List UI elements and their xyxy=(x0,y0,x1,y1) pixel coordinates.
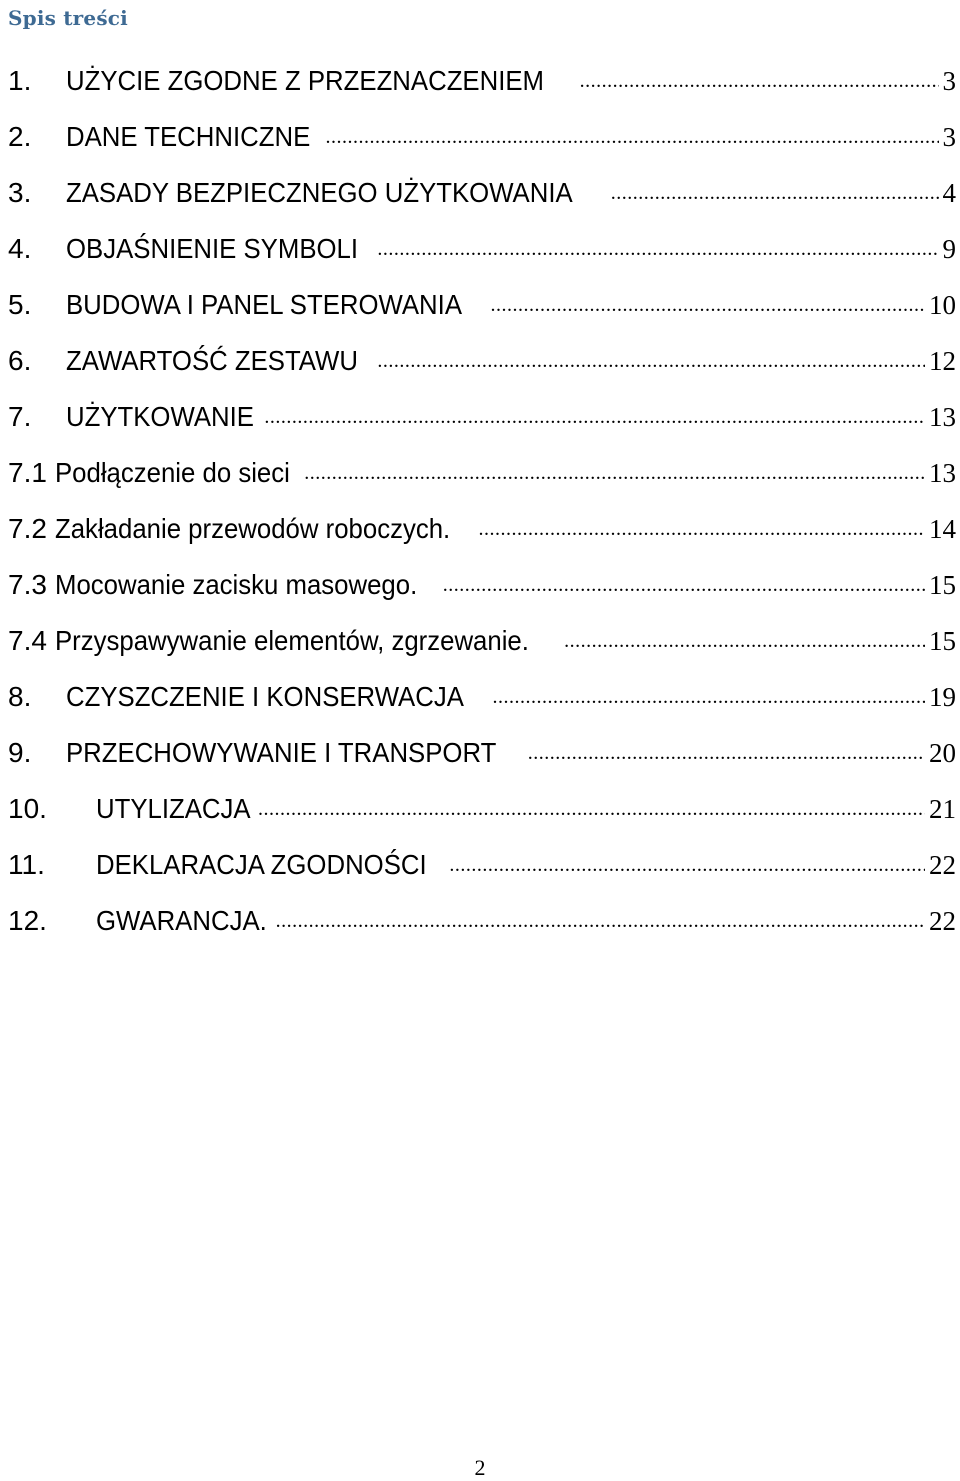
entry-number: 5. xyxy=(8,289,32,320)
dot-leader xyxy=(611,166,939,220)
toc-entry[interactable] xyxy=(8,334,956,390)
toc-entry[interactable] xyxy=(8,54,956,110)
entry-title: UŻYTKOWANIE xyxy=(66,401,254,432)
dot-leader xyxy=(304,446,925,500)
toc-entry[interactable] xyxy=(8,894,956,950)
entry-page: 4 xyxy=(942,178,956,208)
entry-page: 20 xyxy=(929,738,956,768)
entry-number: 7.2 xyxy=(8,513,47,544)
entry-page: 19 xyxy=(929,682,956,712)
entry-page: 22 xyxy=(929,906,956,936)
toc-entry[interactable] xyxy=(8,110,956,166)
entry-number: 9. xyxy=(8,737,32,768)
dot-leader xyxy=(264,390,925,444)
dot-leader xyxy=(479,502,926,556)
entry-page: 13 xyxy=(929,458,956,488)
entry-title: CZYSZCZENIE I KONSERWACJA xyxy=(66,681,464,712)
toc-entry[interactable] xyxy=(8,166,956,222)
entry-number: 6. xyxy=(8,345,32,376)
entry-number: 7. xyxy=(8,401,32,432)
toc-entry[interactable] xyxy=(8,838,956,894)
entry-title: ZASADY BEZPIECZNEGO UŻYTKOWANIA xyxy=(66,177,573,208)
dot-leader xyxy=(326,110,939,164)
dot-leader xyxy=(493,670,926,724)
entry-title: Przyspawywanie elementów, zgrzewanie. xyxy=(54,625,529,656)
entry-number: 10. xyxy=(8,793,47,824)
page-number: 2 xyxy=(474,1455,486,1480)
toc-entry[interactable] xyxy=(8,222,956,278)
entry-page: 3 xyxy=(942,66,956,96)
dot-leader xyxy=(564,614,925,668)
toc-entry[interactable] xyxy=(8,670,956,726)
entry-number: 7.1 xyxy=(8,457,47,488)
toc-subentry[interactable] xyxy=(8,558,956,614)
entry-page: 13 xyxy=(929,402,956,432)
toc-entry[interactable] xyxy=(8,726,956,782)
dot-leader xyxy=(443,558,925,612)
dot-leader xyxy=(490,278,925,332)
toc-subentry[interactable] xyxy=(8,502,956,558)
entry-title: UŻYCIE ZGODNE Z PRZEZNACZENIEM xyxy=(66,65,545,96)
entry-number: 7.3 xyxy=(8,569,47,600)
entry-page: 15 xyxy=(929,570,956,600)
entry-page: 21 xyxy=(929,794,956,824)
dot-leader xyxy=(528,726,925,780)
toc-subentry[interactable] xyxy=(8,446,956,502)
entry-page: 10 xyxy=(929,290,956,320)
dot-leader xyxy=(580,54,939,108)
entry-title: PRZECHOWYWANIE I TRANSPORT xyxy=(66,737,497,768)
entry-number: 8. xyxy=(8,681,32,712)
toc-entry[interactable] xyxy=(8,390,956,446)
entry-title: ZAWARTOŚĆ ZESTAWU xyxy=(66,345,358,376)
entry-number: 3. xyxy=(8,177,32,208)
entry-title: DEKLARACJA ZGODNOŚCI xyxy=(96,849,427,880)
entry-page: 9 xyxy=(942,234,956,264)
dot-leader xyxy=(377,222,938,276)
entry-page: 22 xyxy=(929,850,956,880)
dot-leader xyxy=(449,838,925,892)
entry-page: 14 xyxy=(929,514,956,544)
toc-subentry[interactable] xyxy=(8,614,956,670)
entry-page: 12 xyxy=(929,346,956,376)
entry-number: 12. xyxy=(8,905,47,936)
entry-title: UTYLIZACJA xyxy=(96,793,251,824)
dot-leader xyxy=(377,334,925,388)
entry-page: 3 xyxy=(942,122,956,152)
entry-number: 2. xyxy=(8,121,32,152)
entry-number: 7.4 xyxy=(8,625,47,656)
entry-number: 4. xyxy=(8,233,32,264)
entry-title: DANE TECHNICZNE xyxy=(66,121,311,152)
entry-title: Zakładanie przewodów roboczych. xyxy=(54,513,451,544)
table-of-contents xyxy=(8,54,956,950)
toc-entry[interactable] xyxy=(8,278,956,334)
entry-title: OBJAŚNIENIE SYMBOLI xyxy=(66,233,359,264)
entry-number: 1. xyxy=(8,65,32,96)
entry-title: GWARANCJA. xyxy=(96,905,267,936)
entry-title: BUDOWA I PANEL STEROWANIA xyxy=(66,289,463,320)
dot-leader xyxy=(258,782,925,836)
toc-heading: Spis treści xyxy=(8,6,128,30)
dot-leader xyxy=(276,894,925,948)
entry-number: 11. xyxy=(8,849,45,880)
entry-title: Mocowanie zacisku masowego. xyxy=(54,569,418,600)
toc-entry[interactable] xyxy=(8,782,956,838)
entry-page: 15 xyxy=(929,626,956,656)
entry-title: Podłączenie do sieci xyxy=(54,457,290,488)
